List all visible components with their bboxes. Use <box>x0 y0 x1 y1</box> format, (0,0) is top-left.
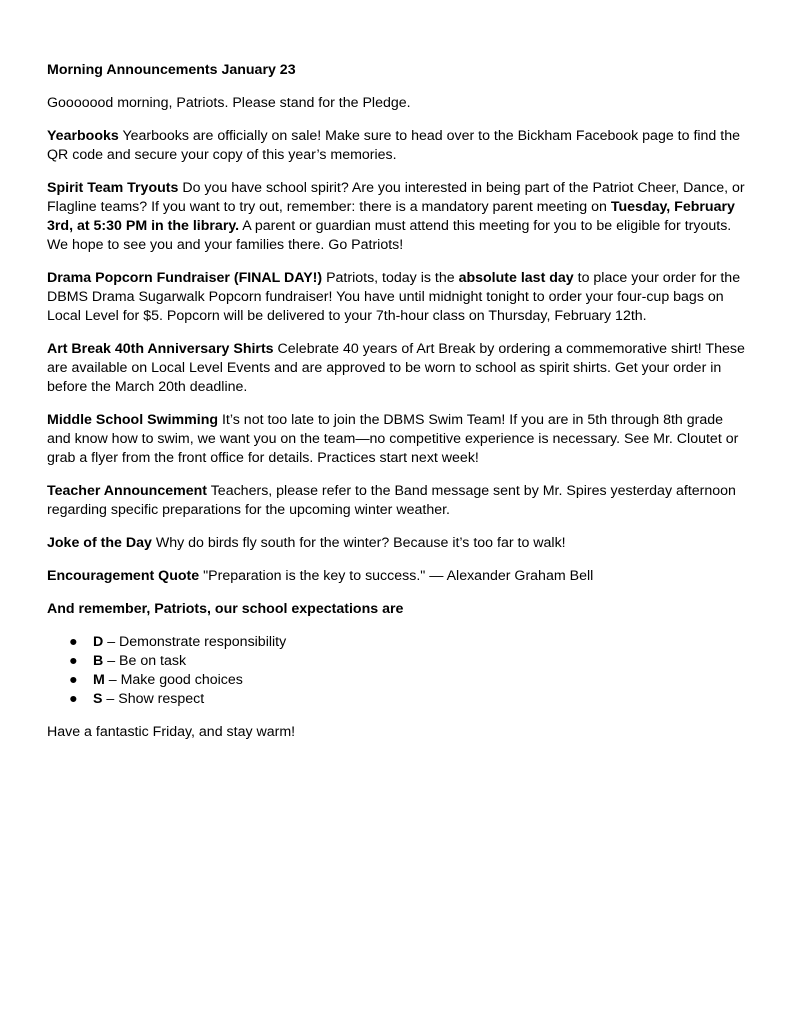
spirit-body-2: A parent or guardian must attend this meeting for you to be eligible for tryouts. We hope to see you and your families there. Go Patriots! <box>47 218 732 253</box>
page-title: Morning Announcements January 23 <box>47 62 296 78</box>
spirit-heading: Spirit Team Tryouts <box>47 180 179 196</box>
announcement-document <box>47 61 747 756</box>
artbreak-body: Celebrate 40 years of Art Break by ordering a commemorative shirt! These are available on Local Level Events and are approved to be worn to school as spirit shirts. Get your order in before the March 20th deadline. <box>47 341 745 395</box>
expectations-heading-text: And remember, Patriots, our school expectations are <box>47 601 404 617</box>
expectations-list <box>47 633 747 709</box>
teacher-body: Teachers, please refer to the Band message sent by Mr. Spires yesterday afternoon regarding specific preparations for the upcoming winter weather. <box>47 483 736 518</box>
spirit-section <box>47 179 747 255</box>
drama-body-1: Patriots, today is the <box>322 270 459 286</box>
yearbooks-section <box>47 127 747 165</box>
drama-heading: Drama Popcorn Fundraiser (FINAL DAY!) <box>47 270 323 286</box>
expectation-text: – Demonstrate responsibility <box>103 634 287 650</box>
list-item <box>47 690 747 709</box>
expectation-text: – Show respect <box>102 691 205 707</box>
artbreak-section <box>47 340 747 397</box>
list-item <box>47 652 747 671</box>
quote-heading: Encouragement Quote <box>47 568 200 584</box>
list-item <box>47 633 747 652</box>
bullet-icon: ● <box>69 634 78 650</box>
teacher-section <box>47 482 747 520</box>
bullet-icon: ● <box>69 653 78 669</box>
bullet-icon: ● <box>69 672 78 688</box>
spirit-meeting-date: Tuesday, February 3rd, at 5:30 PM in the library. <box>47 199 735 234</box>
expectation-letter: D <box>93 634 104 650</box>
quote-section <box>47 567 747 586</box>
closing-line: Have a fantastic Friday, and stay warm! <box>47 724 296 740</box>
swimming-section <box>47 411 747 468</box>
drama-body-2: to place your order for the DBMS Drama Sugarwalk Popcorn fundraiser! You have until midnight tonight to order your four-cup bags on Local Level for $5. Popcorn will be delivered to your 7th-hour class on Thursday, February 12th. <box>47 270 741 324</box>
yearbooks-heading: Yearbooks <box>47 128 119 144</box>
yearbooks-body: Yearbooks are officially on sale! Make sure to head over to the Bickham Facebook page to find the QR code and secure your copy of this year’s memories. <box>47 128 740 163</box>
artbreak-heading: Art Break 40th Anniversary Shirts <box>47 341 274 357</box>
drama-bold-phrase: absolute last day <box>458 270 574 286</box>
expectation-letter: S <box>93 691 103 707</box>
expectation-text: – Be on task <box>103 653 187 669</box>
expectations-heading <box>47 600 747 619</box>
swimming-body: It’s not too late to join the DBMS Swim Team! If you are in 5th through 8th grade and know how to swim, we want you on the team—no competitive experience is necessary. See Mr. Cloutet or grab a flyer from the front office for details. Practices start next week! <box>47 412 739 466</box>
joke-heading: Joke of the Day <box>47 535 152 551</box>
expectation-letter: B <box>93 653 104 669</box>
joke-body: Why do birds fly south for the winter? Because it’s too far to walk! <box>151 535 566 551</box>
list-item <box>47 671 747 690</box>
greeting: Gooooood morning, Patriots. Please stand for the Pledge. <box>47 95 411 111</box>
quote-body: "Preparation is the key to success." — Alexander Graham Bell <box>199 568 594 584</box>
spirit-body-1: Do you have school spirit? Are you interested in being part of the Patriot Cheer, Dance, or Flagline teams? If you want to try out, remember: there is a mandatory parent meeting on <box>47 180 745 215</box>
bullet-icon: ● <box>69 691 78 707</box>
swimming-heading: Middle School Swimming <box>47 412 219 428</box>
expectation-letter: M <box>93 672 105 688</box>
expectation-text: – Make good choices <box>104 672 243 688</box>
joke-section <box>47 534 747 553</box>
drama-section <box>47 269 747 326</box>
teacher-heading: Teacher Announcement <box>47 483 208 499</box>
